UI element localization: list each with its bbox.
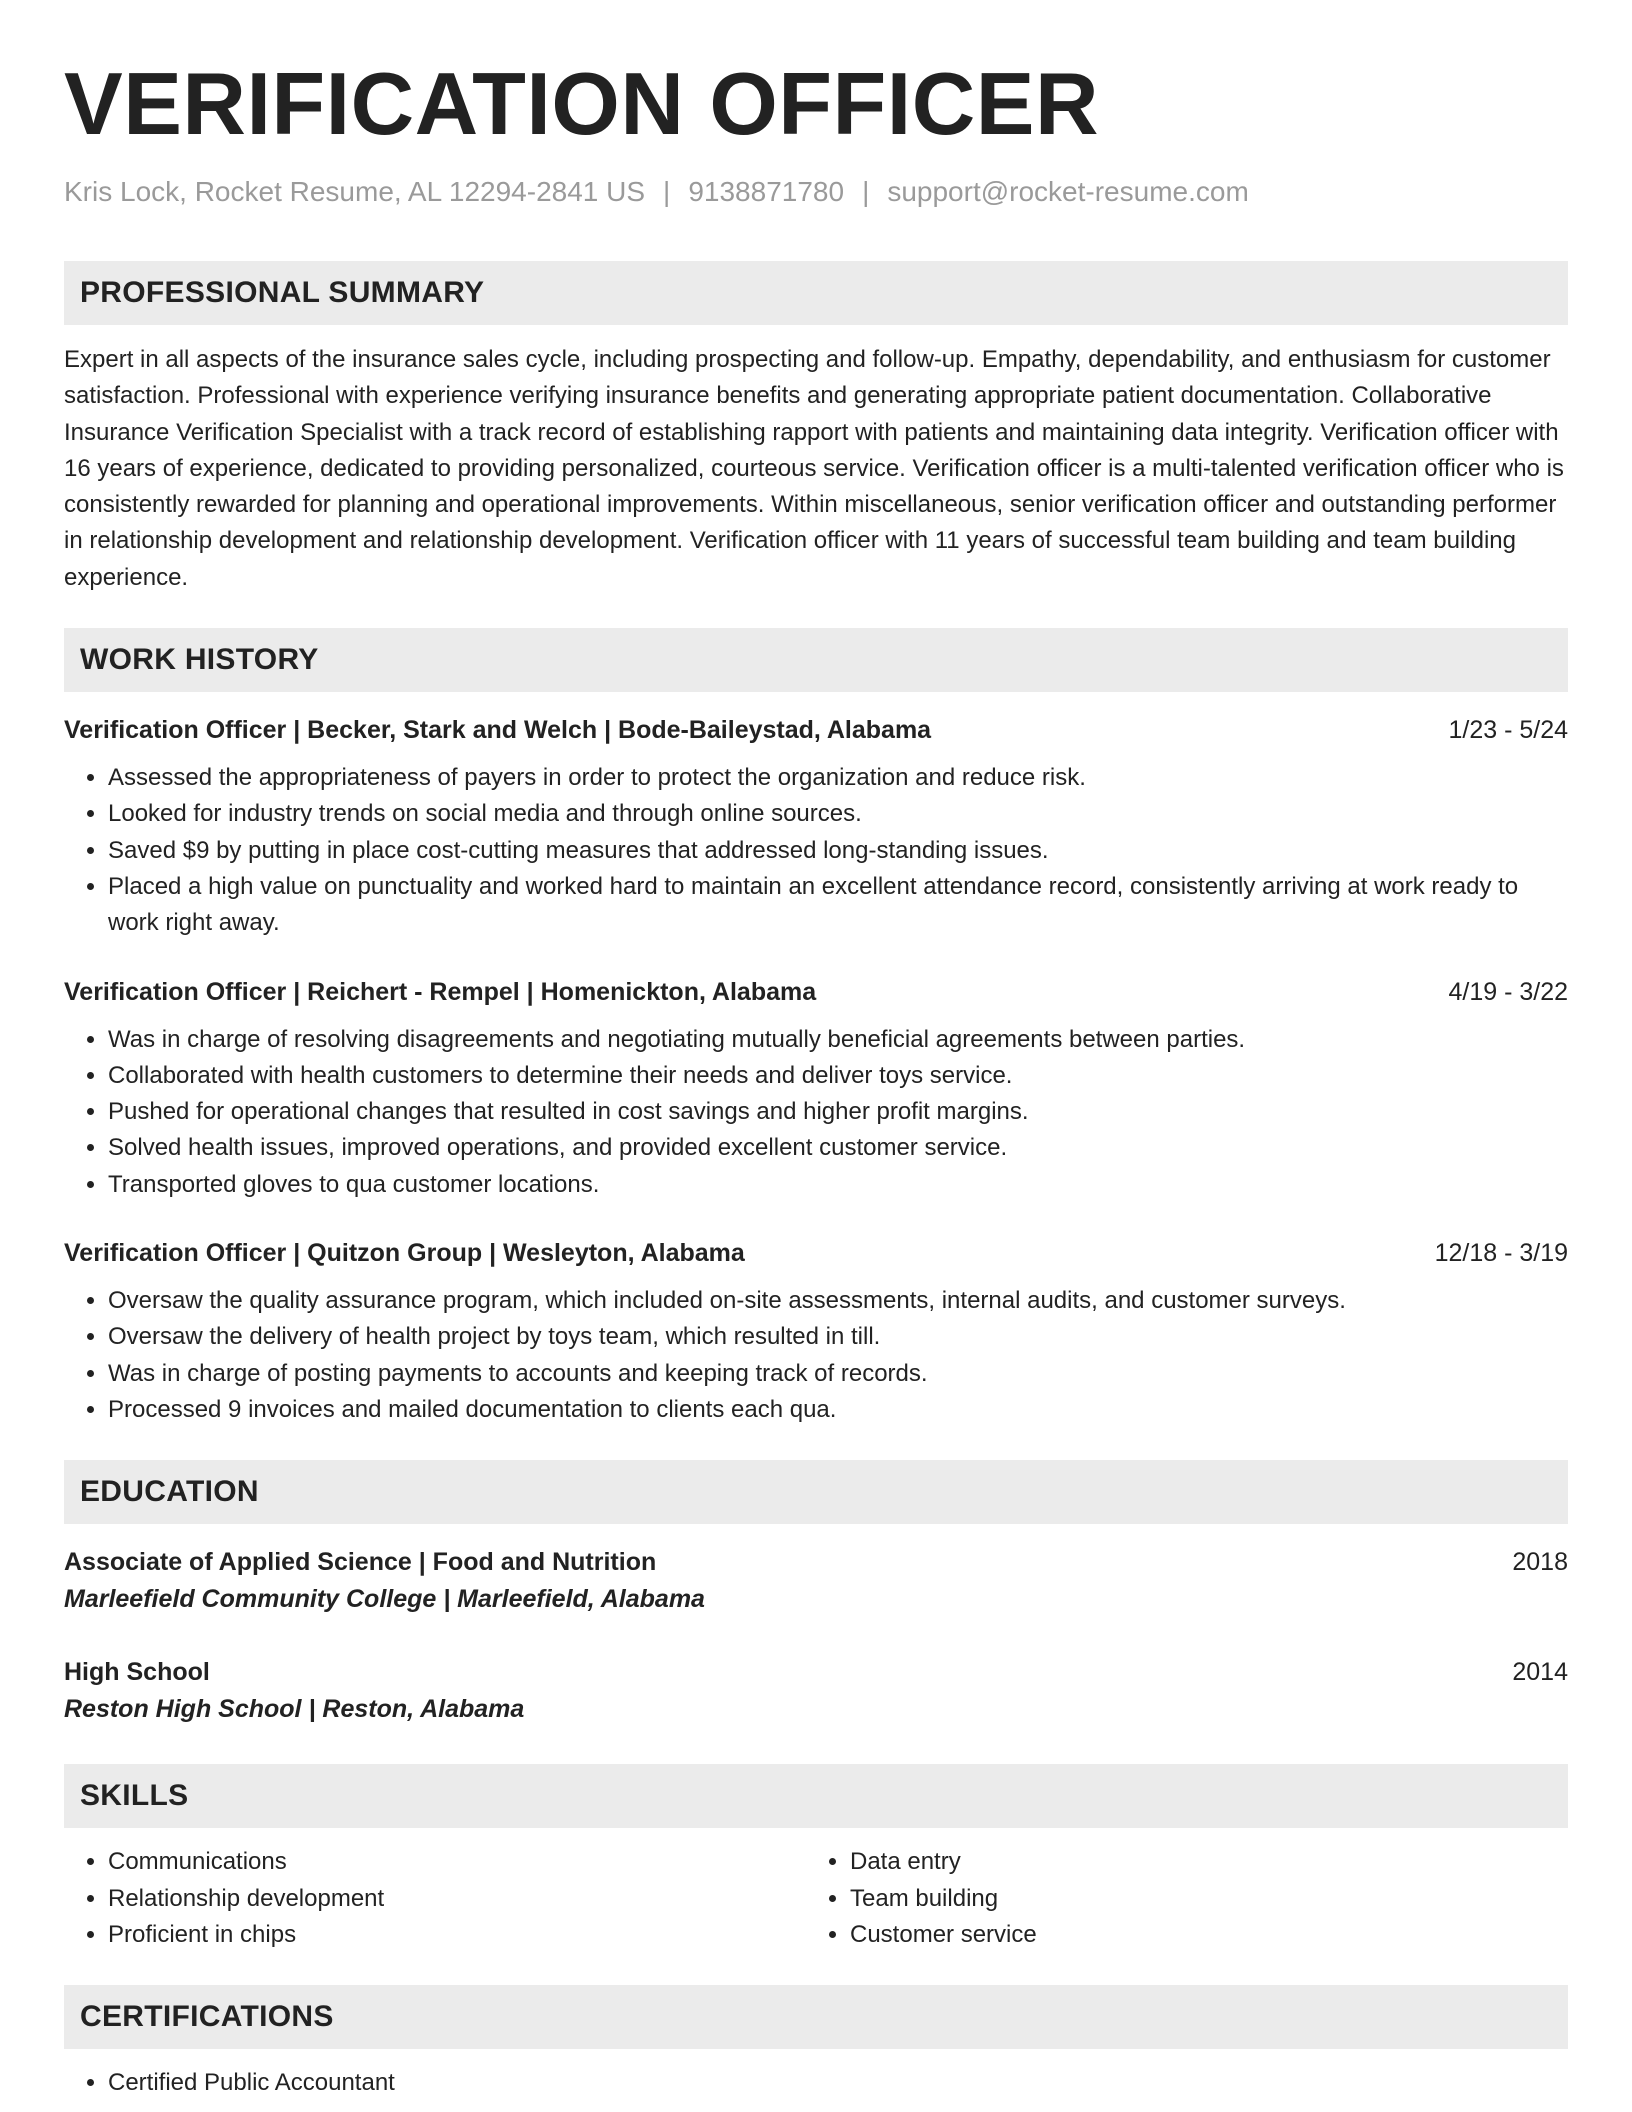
education-year: 2018 — [1512, 1548, 1568, 1577]
education-header — [64, 1654, 1568, 1690]
education-header — [64, 1544, 1568, 1580]
job-bullet: • Looked for industry trends on social media and through online sources. — [108, 796, 1568, 832]
section-header-skills: SKILLS — [64, 1764, 1568, 1828]
skills-grid — [64, 1844, 1568, 1953]
education-year: 2014 — [1512, 1658, 1568, 1687]
job-bullets — [64, 1022, 1568, 1203]
education-degree: Associate of Applied Science | Food and Nutrition — [64, 1548, 657, 1577]
skill-item: • Data entry — [850, 1844, 1566, 1880]
section-header-work-history: WORK HISTORY — [64, 628, 1568, 692]
job-bullet: • Processed 9 invoices and mailed documentation to clients each qua. — [108, 1392, 1568, 1428]
skills-column-right — [806, 1844, 1566, 1953]
summary-text: Expert in all aspects of the insurance sales cycle, including prospecting and follow-up. Empathy, dependability, and enthusiasm for customer satisfaction. Professional with experience verifying insurance benefits and generating appropriate patient documentation. Collaborative Insurance Verification Specialist with a track record of establishing rapport with patients and maintaining data integrity. Verification officer with 16 years of experience, dedicated to providing personalized, courteous service. Verification officer is a multi-talented verification officer who is consistently rewarded for planning and operational improvements. Within miscellaneous, senior verification officer and outstanding performer in relationship development and relationship development. Verification officer with 11 years of successful team building and team building experience. — [64, 346, 1564, 591]
contact-line — [64, 174, 1568, 210]
certification-item: • Certified Public Accountant — [108, 2065, 1568, 2101]
contact-separator: | — [862, 176, 870, 207]
job-bullet: • Was in charge of posting payments to accounts and keeping track of records. — [108, 1356, 1568, 1392]
certifications-list — [64, 2065, 1568, 2101]
education-school: Marleefield Community College | Marleefield, Alabama — [64, 1585, 705, 1614]
job-header — [64, 1235, 1568, 1271]
skill-item: • Team building — [850, 1881, 1566, 1917]
job-header — [64, 712, 1568, 748]
skill-item: • Relationship development — [108, 1881, 806, 1917]
section-header-education: EDUCATION — [64, 1460, 1568, 1524]
education-entry — [64, 1654, 1568, 1728]
job-title: Verification Officer | Reichert - Rempel | Homenickton, Alabama — [64, 977, 817, 1006]
skill-item: • Communications — [108, 1844, 806, 1880]
job-bullet: • Assessed the appropriateness of payers in order to protect the organization and reduce risk. — [108, 760, 1568, 796]
job-bullets — [64, 1283, 1568, 1428]
job-bullet: • Solved health issues, improved operations, and provided excellent customer service. — [108, 1130, 1568, 1166]
resume-title: VERIFICATION OFFICER — [64, 54, 1100, 153]
job-dates: 4/19 - 3/22 — [1448, 977, 1568, 1006]
contact-separator: | — [663, 176, 671, 207]
education-entry — [64, 1544, 1568, 1618]
job-dates: 1/23 - 5/24 — [1448, 716, 1568, 745]
contact-email: support@rocket-resume.com — [887, 176, 1249, 207]
education-degree: High School — [64, 1658, 210, 1687]
job-bullet: • Oversaw the delivery of health project by toys team, which resulted in till. — [108, 1319, 1568, 1355]
job-bullet: • Saved $9 by putting in place cost-cutting measures that addressed long-standing issues. — [108, 833, 1568, 869]
job-bullet: • Was in charge of resolving disagreements and negotiating mutually beneficial agreements between parties. — [108, 1022, 1568, 1058]
job-title: Verification Officer | Quitzon Group | Wesleyton, Alabama — [64, 1239, 745, 1268]
job-title: Verification Officer | Becker, Stark and Welch | Bode-Baileystad, Alabama — [64, 716, 932, 745]
job-bullets — [64, 760, 1568, 941]
contact-phone: 9138871780 — [688, 176, 845, 207]
skill-item: • Proficient in chips — [108, 1917, 806, 1953]
skills-column-left — [64, 1844, 806, 1953]
section-header-certifications: CERTIFICATIONS — [64, 1985, 1568, 2049]
job-header — [64, 974, 1568, 1010]
job-bullet: • Oversaw the quality assurance program, which included on-site assessments, internal audits, and customer surveys. — [108, 1283, 1568, 1319]
job-bullet: • Collaborated with health customers to determine their needs and deliver toys service. — [108, 1058, 1568, 1094]
job-entry — [64, 1235, 1568, 1428]
section-header-summary: PROFESSIONAL SUMMARY — [64, 261, 1568, 325]
job-bullet: • Pushed for operational changes that resulted in cost savings and higher profit margins. — [108, 1094, 1568, 1130]
job-dates: 12/18 - 3/19 — [1434, 1239, 1568, 1268]
contact-address: Kris Lock, Rocket Resume, AL 12294-2841 US — [64, 176, 646, 207]
job-bullet: • Transported gloves to qua customer locations. — [108, 1167, 1568, 1203]
job-entry — [64, 974, 1568, 1203]
education-school: Reston High School | Reston, Alabama — [64, 1695, 525, 1724]
skill-item: • Customer service — [850, 1917, 1566, 1953]
job-bullet: • Placed a high value on punctuality and worked hard to maintain an excellent attendance record, consistently arriving at work ready to work right away. — [108, 869, 1568, 942]
job-entry — [64, 712, 1568, 941]
